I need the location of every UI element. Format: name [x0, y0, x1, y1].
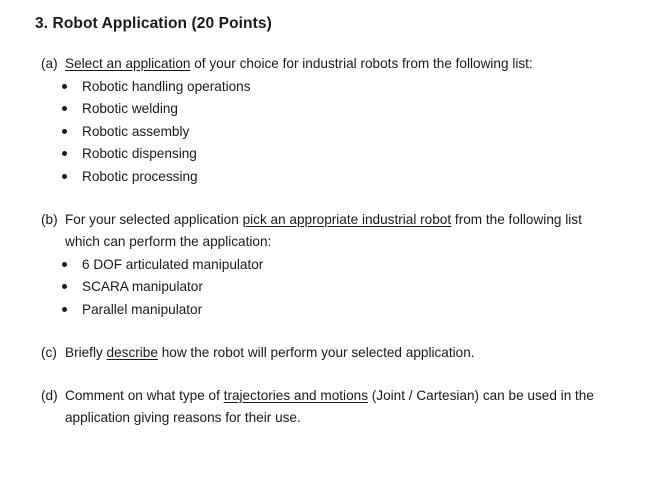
part-b-underlined: pick an appropriate industrial robot [242, 212, 452, 227]
part-b-line [41, 212, 582, 227]
part-d-post: (Joint / Cartesian) can be used in the [368, 388, 594, 403]
part-b-line2: which can perform the application: [65, 234, 272, 249]
bullet-icon [62, 84, 67, 89]
bullet-icon [62, 106, 67, 111]
part-c-underlined: describe [106, 345, 158, 360]
part-b-pre: For your selected application [65, 212, 243, 227]
bullet-icon [62, 307, 67, 312]
part-b-post: from the following list [451, 212, 582, 227]
part-c-pre: Briefly [65, 345, 107, 360]
part-d-line2: application giving reasons for their use. [65, 410, 301, 425]
part-a-rest: of your choice for industrial robots from the following list: [190, 56, 533, 71]
bullet-icon [62, 129, 67, 134]
part-d-line [41, 388, 594, 403]
bullet-icon [62, 151, 67, 156]
bullet-icon [62, 262, 67, 267]
part-a-line [41, 56, 533, 71]
list-item: Robotic handling operations [62, 79, 251, 94]
part-c-post: how the robot will perform your selected application. [157, 345, 475, 360]
list-item: Robotic welding [62, 101, 178, 116]
list-item: Robotic assembly [62, 124, 189, 139]
list-item: Parallel manipulator [62, 302, 202, 317]
part-a-tag: (a) [41, 56, 58, 71]
part-c-tag: (c) [41, 345, 57, 360]
part-d-tag: (d) [41, 388, 58, 403]
part-b-tag: (b) [41, 212, 58, 227]
part-d-pre: Comment on what type of [65, 388, 224, 403]
list-item: Robotic processing [62, 169, 198, 184]
part-d-underlined: trajectories and motions [223, 388, 368, 403]
list-item: Robotic dispensing [62, 146, 197, 161]
bullet-icon [62, 284, 67, 289]
question-heading: 3. Robot Application (20 Points) [35, 15, 272, 32]
list-item: 6 DOF articulated manipulator [62, 257, 263, 272]
bullet-icon [62, 174, 67, 179]
part-c-line [41, 345, 475, 360]
part-a-underlined: Select an application [65, 56, 191, 71]
list-item: SCARA manipulator [62, 279, 203, 294]
